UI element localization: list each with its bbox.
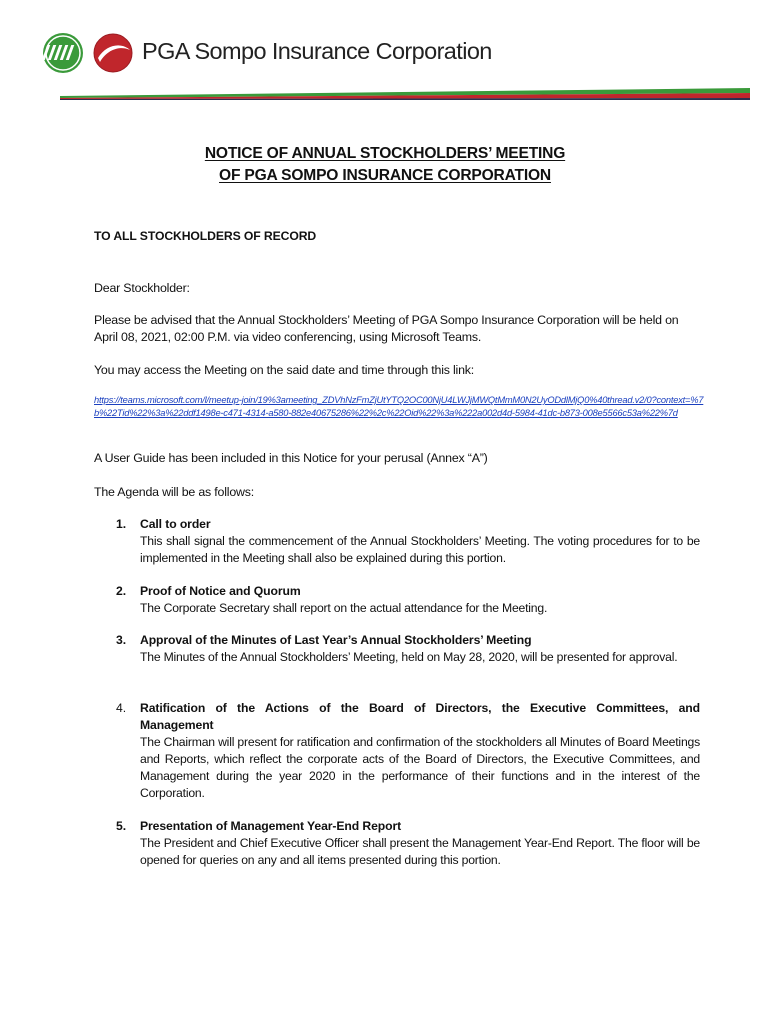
agenda-item-number: 3. xyxy=(116,633,127,647)
document-title-line-2: OF PGA SOMPO INSURANCE CORPORATION xyxy=(219,167,551,184)
agenda-item-heading: Approval of the Minutes of Last Year’s Annual Stockholders’ Meeting xyxy=(140,633,532,647)
meeting-link[interactable]: https://teams.microsoft.com/l/meetup-join/19%3ameeting_ZDVhNzFmZjUtYTQ2OC00NjU4LWJjMWQtMmM0N2UyODdlMjQ0%40thread.v2/0?context=%7b%22Tid%22%3a%22ddf1498e-c471-4314-a580-882e40675286%22%2c%22Oid%22%3a%222a002d4d-5984-41dc-b873-008e5566c53a%22%7d xyxy=(94,395,704,418)
agenda-item-body: The Minutes of the Annual Stockholders’ Meeting, held on May 28, 2020, will be presented for approval. xyxy=(140,650,678,664)
document-title-line-1: NOTICE OF ANNUAL STOCKHOLDERS’ MEETING xyxy=(204,145,566,162)
sompo-logo-icon xyxy=(92,32,134,74)
agenda-item-body: The President and Chief Executive Officer shall present the Management Year-End Report. The floor will be opened for queries on any and all items presented during this portion. xyxy=(140,836,700,867)
agenda-item-body: This shall signal the commencement of the Annual Stockholders’ Meeting. The voting procedures for to be implemented in the Meeting shall also be explained during this portion. xyxy=(140,534,700,565)
agenda-item-number: 4. xyxy=(116,701,127,715)
agenda-item-number: 5. xyxy=(116,819,127,833)
agenda-item-body: The Chairman will present for ratification and confirmation of the stockholders all Minutes of Board Meetings and Reports, which reflect the corporate acts of the Board of Directors, the Executive Committees, and Management during the year 2020 in the performance of their functions and in the interest of the Corporation. xyxy=(140,735,700,800)
agenda-item-number: 1. xyxy=(116,517,127,531)
addressee: TO ALL STOCKHOLDERS OF RECORD xyxy=(94,229,317,243)
pga-cars-logo-icon xyxy=(42,32,84,74)
agenda-item-heading: Proof of Notice and Quorum xyxy=(140,584,301,598)
agenda-item-heading: Call to order xyxy=(140,517,211,531)
company-name: PGA Sompo Insurance Corporation xyxy=(142,38,492,64)
agenda-item-heading: Presentation of Management Year-End Report xyxy=(140,819,402,833)
agenda-item-body: The Corporate Secretary shall report on the actual attendance for the Meeting. xyxy=(140,601,548,615)
intro-paragraph: Please be advised that the Annual Stockholders’ Meeting of PGA Sompo Insurance Corporation will be held on April 08, 2021, 02:00 P.M. via video conferencing, using Microsoft Teams. xyxy=(94,313,679,344)
agenda-intro: The Agenda will be as follows: xyxy=(94,485,254,499)
agenda-item-number: 2. xyxy=(116,584,127,598)
agenda-item-heading: Ratification of the Actions of the Board of Directors, the Executive Committees, and Management xyxy=(140,701,700,732)
access-paragraph: You may access the Meeting on the said date and time through this link: xyxy=(94,363,475,377)
user-guide-paragraph: A User Guide has been included in this Notice for your perusal (Annex “A”) xyxy=(94,451,488,465)
letterhead xyxy=(0,0,770,100)
letterhead-rule xyxy=(60,84,750,100)
salutation: Dear Stockholder: xyxy=(94,281,190,295)
